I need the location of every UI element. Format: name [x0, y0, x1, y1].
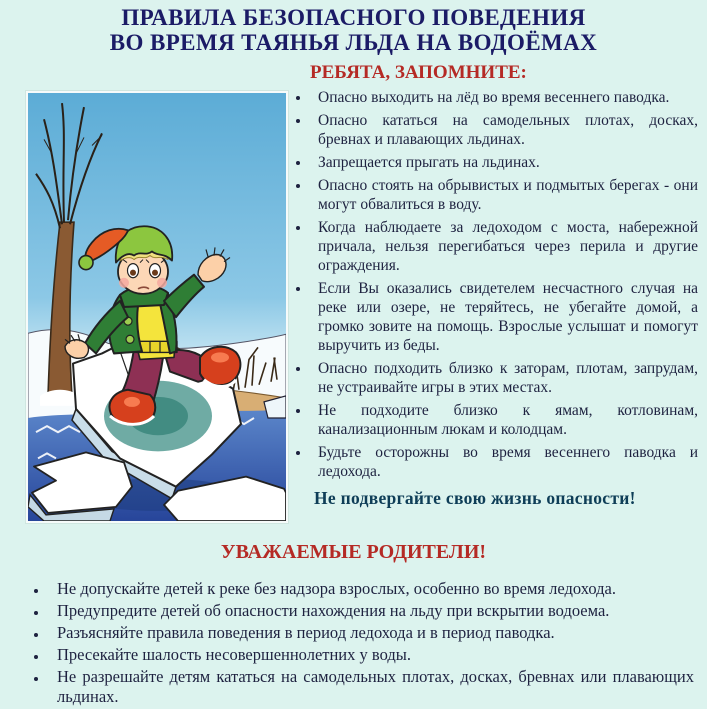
parents-rules-list: [28, 579, 694, 707]
list-item: • Не разрешайте детям кататься на самодельных плотах, досках, бревнах или плавающих льдинах.: [48, 667, 694, 707]
kids-section-heading: РЕБЯТА, ЗАПОМНИТЕ:: [310, 62, 527, 83]
list-item: • Запрещается прыгать на льдинах.: [311, 153, 698, 172]
parents-section: [28, 579, 694, 709]
list-item: • Предупредите детей об опасности нахождения на льду при вскрытии водоема.: [48, 601, 694, 621]
list-item: • Будьте осторожны во время весеннего паводка и ледохода.: [311, 443, 698, 481]
list-item: • Когда наблюдаете за ледоходом с моста, набережной причала, нельзя перегибаться через перила и другие ограждения.: [311, 218, 698, 275]
kids-rules-list: [294, 88, 698, 481]
kids-closing-line: Не подвергайте свою жизнь опасности!: [314, 488, 636, 508]
list-item: • Не подходите близко к ямам, котловинам, канализационным люкам и колодцам.: [311, 401, 698, 439]
list-item: • Опасно подходить близко к заторам, плотам, запрудам, не устраивайте игры в этих местах.: [311, 359, 698, 397]
child-hat-pompom: [79, 256, 93, 270]
parents-section-heading: УВАЖАЕМЫЕ РОДИТЕЛИ!: [220, 541, 487, 563]
poster-title: [0, 5, 707, 55]
list-item: • Опасно стоять на обрывистых и подмытых берегах - они могут обвалиться в воду.: [311, 176, 698, 214]
list-item: • Пресекайте шалость несовершеннолетних у воды.: [48, 645, 694, 665]
child-cheek-left: [119, 278, 129, 288]
list-item: • Если Вы оказались свидетелем несчастного случая на реке или озере, не теряйтесь, не убегайте домой, а громко зовите на помощь. Взрослые услышат и помогут выручить из беды.: [311, 279, 698, 355]
poster-title-line2: ВО ВРЕМЯ ТАЯНЬЯ ЛЬДА НА ВОДОЁМАХ: [109, 30, 598, 55]
child-on-ice-illustration: [26, 91, 288, 523]
list-item: • Не допускайте детей к реке без надзора взрослых, особенно во время ледохода.: [48, 579, 694, 599]
list-item: • Разъясняйте правила поведения в период ледохода и в период паводка.: [48, 623, 694, 643]
list-item: • Опасно кататься на самодельных плотах, досках, бревнах и плавающих льдинах.: [311, 111, 698, 149]
child-cheek-right: [157, 278, 167, 288]
child-left-boot: [110, 390, 156, 425]
list-item: • Опасно выходить на лёд во время весеннего паводка.: [311, 88, 698, 107]
child-right-boot: [200, 347, 240, 387]
illustration-svg: [28, 93, 286, 521]
poster-title-line1: ПРАВИЛА БЕЗОПАСНОГО ПОВЕДЕНИЯ: [121, 5, 586, 30]
kids-section: [294, 62, 698, 509]
